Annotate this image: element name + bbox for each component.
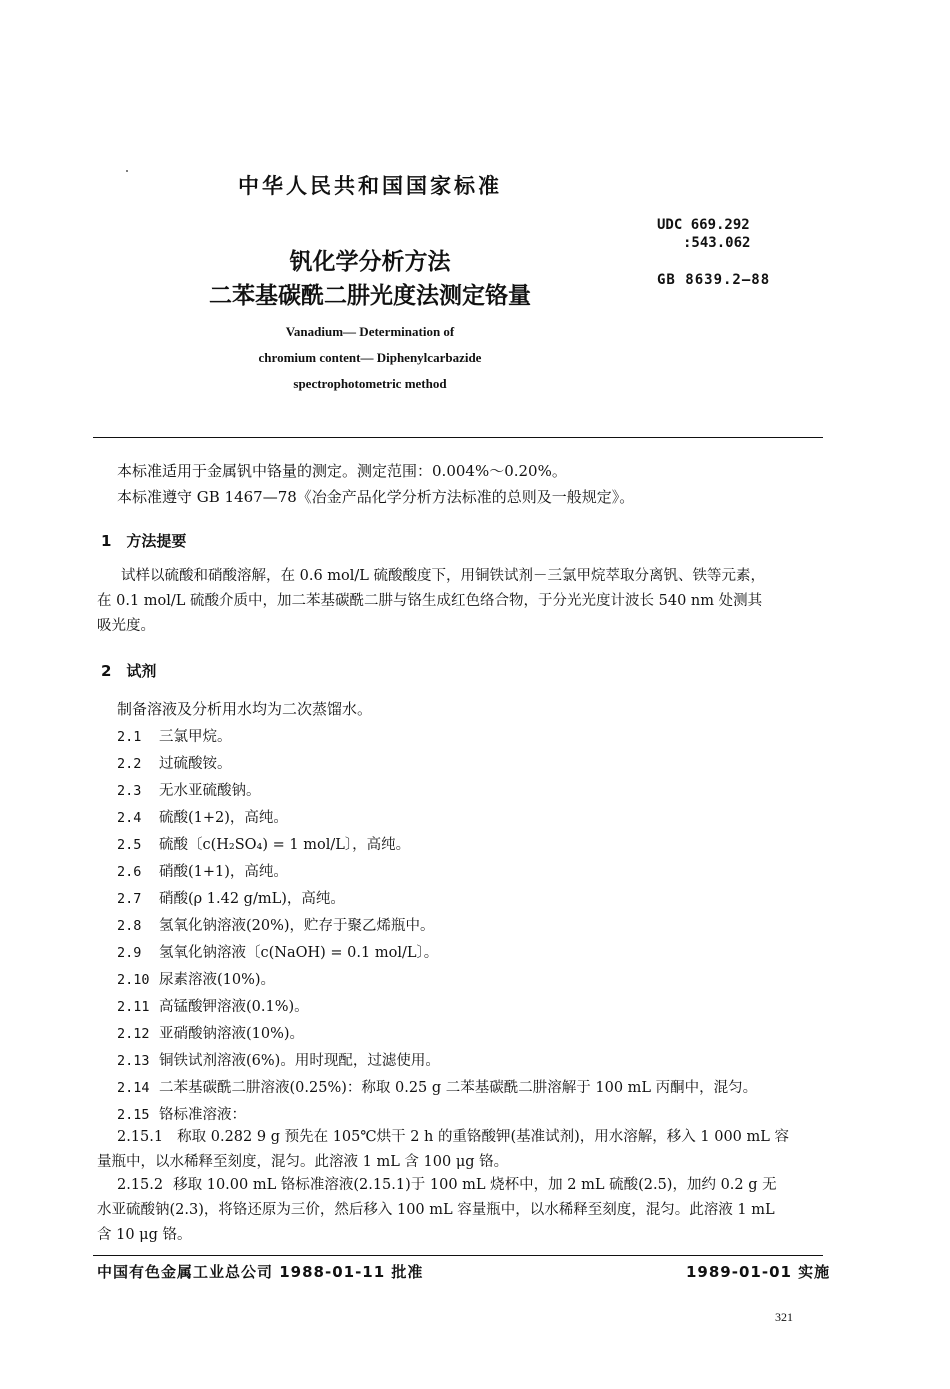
- approval-note: 中国有色金属工业总公司 1988-01-11 批准: [97, 1263, 424, 1281]
- item-text: 硫酸〔c(H₂SO₄) = 1 mol/L〕，高纯。: [159, 837, 411, 853]
- item-2-15-1: [97, 1125, 827, 1175]
- section-2-heading: 2 试剂: [101, 662, 157, 680]
- item-2-15-2-line-3: 含 10 μg 铬。: [97, 1227, 192, 1243]
- item-text: 铬标准溶液：: [159, 1107, 246, 1123]
- item-text: 铜铁试剂溶液(6%)。用时现配，过滤使用。: [159, 1053, 440, 1069]
- list-item: [117, 725, 232, 746]
- item-number: 2.2: [117, 756, 142, 772]
- section-1-line-2: 在 0.1 mol/L 硫酸介质中，加二苯基碳酰二肼与铬生成红色络合物，于分光光度计波长 540 nm 处测其: [97, 593, 763, 609]
- item-number: 2.15: [117, 1107, 150, 1123]
- item-text: 硝酸(ρ 1.42 g/mL)，高纯。: [159, 891, 345, 907]
- item-number: 2.11: [117, 999, 150, 1015]
- item-number: 2.6: [117, 864, 142, 880]
- item-number: 2.9: [117, 945, 142, 961]
- item-text: 高锰酸钾溶液(0.1%)。: [159, 999, 309, 1015]
- item-2-15-2-line-1: 移取 10.00 mL 铬标准溶液(2.15.1)于 100 mL 烧杯中，加 2 mL 硫酸(2.5)，加约 0.2 g 无: [173, 1177, 777, 1193]
- item-text: 过硫酸铵。: [159, 756, 232, 772]
- gb-code: GB 8639.2—88: [657, 272, 771, 288]
- item-number: 2.12: [117, 1026, 150, 1042]
- national-standard-title: 中华人民共和国国家标准: [238, 174, 502, 198]
- list-item: [117, 887, 345, 908]
- item-number: 2.3: [117, 783, 142, 799]
- intro-scope: 本标准适用于金属钒中铬量的测定。测定范围：0.004%～0.20%。: [117, 462, 567, 480]
- item-number: 2.13: [117, 1053, 150, 1069]
- section-1-line-3: 吸光度。: [97, 618, 155, 634]
- list-item: [117, 860, 288, 881]
- item-2-15-1-line-2: 量瓶中，以水稀释至刻度，混匀。此溶液 1 mL 含 100 μg 铬。: [97, 1154, 509, 1170]
- en-title-line-3: spectrophotometric method: [293, 376, 447, 391]
- list-item: [117, 1103, 246, 1124]
- item-text: 氢氧化钠溶液(20%)，贮存于聚乙烯瓶中。: [159, 918, 435, 934]
- cn-title-line-1: 钒化学分析方法: [289, 249, 451, 275]
- list-item: [117, 1076, 757, 1097]
- item-number: 2.14: [117, 1080, 150, 1096]
- list-item: [117, 779, 261, 800]
- item-text: 氢氧化钠溶液〔c(NaOH) = 0.1 mol/L〕。: [159, 945, 439, 961]
- section-1-heading: 1 方法提要: [101, 532, 187, 550]
- list-item: [117, 833, 410, 854]
- list-item: [117, 806, 288, 827]
- list-item: [117, 968, 275, 989]
- udc-code: [657, 216, 750, 252]
- list-item: [117, 1049, 440, 1070]
- item-2-15-2-line-2: 水亚硫酸钠(2.3)，将铬还原为三价，然后移入 100 mL 容量瓶中，以水稀释至刻度，混匀。此溶液 1 mL: [97, 1202, 775, 1218]
- item-text: 三氯甲烷。: [159, 729, 232, 745]
- list-item: [117, 752, 232, 773]
- en-title-line-2: chromium content— Diphenylcarbazide: [258, 350, 482, 365]
- item-number: 2.10: [117, 972, 150, 988]
- item-2-15-1-line-1: 称取 0.282 9 g 预先在 105℃烘干 2 h 的重铬酸钾(基准试剂)，用水溶解，移入 1 000 mL 容: [177, 1129, 790, 1145]
- item-number: 2.4: [117, 810, 142, 826]
- footer-divider: [93, 1255, 823, 1256]
- item-2-15-2: [97, 1173, 827, 1248]
- section-1-line-1: 试样以硫酸和硝酸溶解，在 0.6 mol/L 硫酸酸度下，用铜铁试剂－三氯甲烷萃取分离钒、铁等元素，: [121, 568, 766, 584]
- item-text: 尿素溶液(10%)。: [159, 972, 276, 988]
- intro-compliance: 本标准遵守 GB 1467—78《冶金产品化学分析方法标准的总则及一般规定》。: [117, 488, 635, 506]
- item-number: 2.15.2: [117, 1177, 164, 1193]
- section-2-intro: 制备溶液及分析用水均为二次蒸馏水。: [117, 700, 373, 718]
- page-number: 321: [775, 1310, 793, 1324]
- en-title-line-1: Vanadium— Determination of: [285, 324, 455, 339]
- item-number: 2.8: [117, 918, 142, 934]
- header-divider: [93, 437, 823, 438]
- list-item: [117, 941, 438, 962]
- item-text: 硝酸(1+1)，高纯。: [159, 864, 288, 880]
- list-item: [117, 1022, 304, 1043]
- udc-line-2: :543.062: [683, 235, 751, 251]
- item-text: 亚硝酸钠溶液(10%)。: [159, 1026, 305, 1042]
- effective-date: 1989-01-01 实施: [686, 1263, 831, 1281]
- item-text: 无水亚硫酸钠。: [159, 783, 261, 799]
- section-1-paragraph: [97, 564, 827, 639]
- udc-line-1: UDC 669.292: [657, 217, 750, 233]
- cn-title-line-2: 二苯基碳酰二肼光度法测定铬量: [209, 283, 531, 309]
- item-text: 二苯基碳酰二肼溶液(0.25%)：称取 0.25 g 二苯基碳酰二肼溶解于 100 mL 丙酮中，混匀。: [159, 1080, 758, 1096]
- item-text: 硫酸(1+2)，高纯。: [159, 810, 288, 826]
- item-number: 2.15.1: [117, 1129, 164, 1145]
- item-number: 2.7: [117, 891, 142, 907]
- item-number: 2.5: [117, 837, 142, 853]
- item-number: 2.1: [117, 729, 142, 745]
- list-item: [117, 995, 309, 1016]
- list-item: [117, 914, 435, 935]
